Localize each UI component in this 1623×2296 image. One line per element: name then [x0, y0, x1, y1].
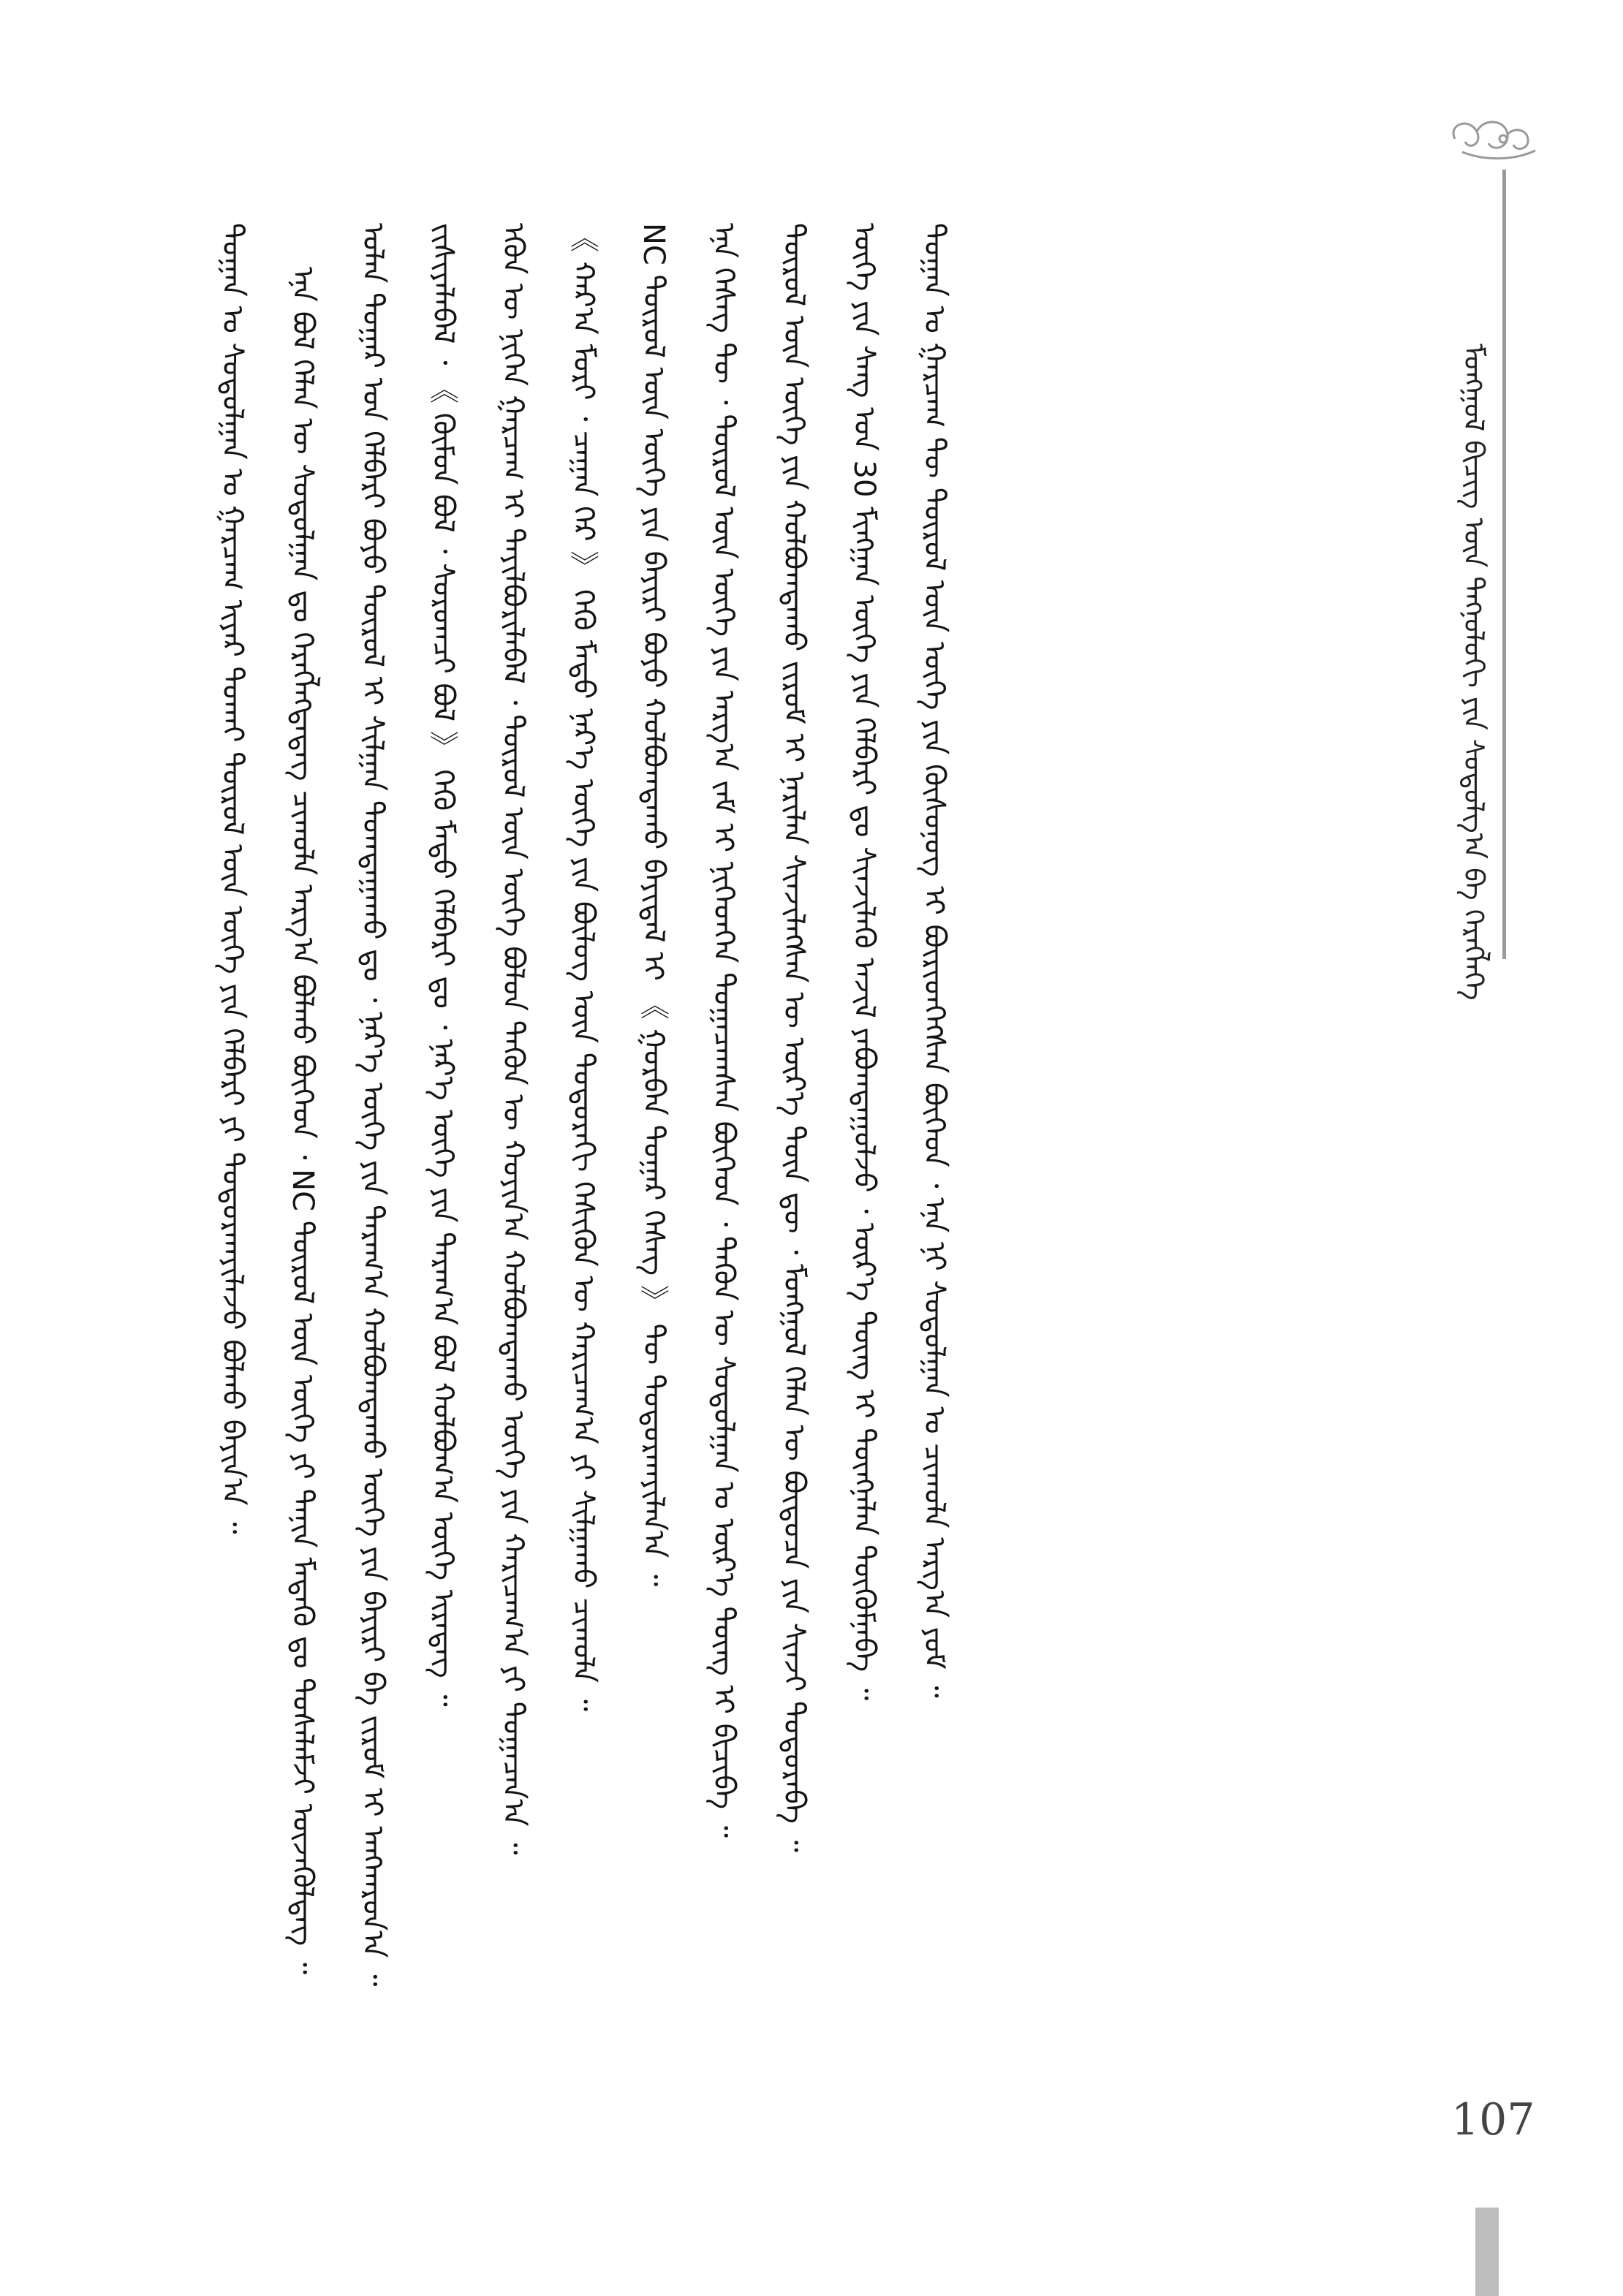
thumb-tab — [1475, 2208, 1499, 2296]
paragraph: ᠵᠢᠱᠢᠶᠡᠯᠡᠪᠡᠯ ᠂ 《 ᠬᠦᠮᠦᠨ ᠪᠣᠯ ᠂ ᠰᠤᠷᠤᠭᠴᠢ ᠪᠣᠯ 》 ᠭᠡᠬᠦ ᠮᠡᠲᠦ ᠬᠡᠯᠪᠡᠷᠢ ᠳᠤ ᠂ ᠨᠡᠷ᠎ᠡ ᠦᠭᠡ ᠶᠢᠨ ᠳᠠᠷᠠᠭ᠎ᠠ ᠪᠣᠯ ᠬᠣᠯᠪᠣᠭ᠎ᠠ ᠦᠭᠡ ᠢᠷᠡᠳᠡᠭ ᠃ — [426, 223, 460, 1707]
paragraph: NC ᠲᠦᠷᠦᠯ ᠦᠨ ᠦᠭᠡ ᠶᠢᠨ ᠪᠠᠶᠢᠷᠢ ᠪᠤᠶᠤ ᠬᠣᠯᠪᠣᠭᠳᠠᠬᠤ ᠪᠠᠶᠢᠳᠠᠯ ᠢ 《 ᠭᠤᠷᠪᠠᠨ ᠳᠤᠭᠠᠷ ᠬᠡᠰᠡᠭ 》 ᠲᠦ ᠲᠣᠳᠣᠷᠬᠠᠶᠢᠯᠠᠨ᠎ᠠ ᠃ — [637, 223, 670, 1587]
paragraph: ᠲᠣᠭᠠᠨ ᠤ ᠭᠠᠷᠴᠠᠭ ᠲᠦ ᠲᠦᠷᠦᠯ ᠦᠨ ᠦᠭᠡ ᠶᠢᠨ ᠬᠦᠰᠦᠨᠦᠭ ᠢ ᠪᠦᠷᠢᠳᠬᠡᠭᠰᠡᠨ ᠪᠥᠭᠡᠳ ᠂ ᠡᠨᠡ ᠨᠢ ᠰᠤᠳᠤᠯᠭᠠᠨ ᠤ ᠴᠢᠬᠤᠯᠠ ᠠᠷᠭ᠎ᠠ ᠶᠤᠮ ᠃ — [918, 223, 951, 1698]
running-header: ᠮᠣᠩᠭᠣᠯ ᠪᠢᠴᠢᠭ᠌ ᠦᠨ ᠲᠡᠬᠨᠣᠯᠣᠭᠢ ᠶᠢᠨ ᠰᠤᠳᠤᠯᠭ᠎ᠠ ᠪᠠ ᠬᠡᠷᠡᠭᠯᠡᠭᠡ — [1458, 344, 1490, 1001]
paragraph: ᠣᠯᠠᠨ ᠳᠤᠭᠠᠷ ᠤᠨ ᠬᠡᠯᠪᠡᠷᠢ ᠪᠤᠶᠤ ᠲᠦᠷᠦᠯ ᠢ ᠰᠢᠯᠭᠠᠨ ᠲᠣᠭᠲᠠᠭᠠᠬᠤ ᠳᠤ ᠂ ᠨᠡᠷ᠎ᠡ ᠦᠭᠡ ᠶᠢᠨ ᠳᠠᠷᠠᠭ᠎ᠠ ᠬᠣᠯᠪᠣᠭᠳᠠᠬᠤ ᠦᠭᠡ ᠶᠢᠨ ᠪᠠᠶᠢᠷᠢ ᠪᠠ ᠵᠢᠷᠤᠮ ᠢ ᠠᠩᠬᠠᠷᠤᠨ᠎ᠠ ᠃ — [356, 223, 390, 1987]
paragraph: ᠡᠭᠦᠨ ᠦ ᠨᠢᠭᠡᠨ ᠭᠠᠷᠴᠠᠭ ᠢ ᠲᠠᠶᠢᠯᠪᠤᠷᠢᠯᠠᠪᠠᠯ ᠂ ᠲᠦᠷᠦᠯ ᠦᠨ ᠦᠭᠡ ᠪᠣᠯᠤᠨ ᠲᠡᠭᠦᠨ ᠦ ᠬᠣᠶᠢᠨ᠎ᠠ ᠬᠣᠯᠪᠣᠭᠳᠠᠬᠤ ᠦᠭᠡ ᠶᠢᠨ ᠬᠠᠷᠢᠴᠠᠭ᠎ᠠ ᠶᠢ ᠲᠣᠭᠠᠴᠠᠨ᠎ᠠ ᠃ — [496, 223, 530, 1855]
paragraph: ᠡᠨᠡ ᠬᠡᠰᠡᠭ ᠲᠦ ᠂ ᠲᠦᠷᠦᠯ ᠦᠨ ᠦᠭᠡ ᠶᠢᠨ ᠠᠷᠭ᠎ᠠ ᠵᠠᠮ ᠢ ᠨᠢᠭᠡᠳᠬᠡᠨ ᠲᠣᠭᠠᠴᠠᠭᠰᠠᠨ ᠪᠥᠭᠡᠳ ᠂ ᠲᠡᠭᠦᠨ ᠦ ᠰᠤᠳᠤᠯᠭᠠᠨ ᠤ ᠦᠷ᠎ᠡ ᠳᠦᠩ ᠢ ᠪᠢᠴᠢᠪᠡ ᠃ — [707, 223, 741, 1838]
decorative-flourish-icon — [1440, 110, 1550, 168]
paragraph: ᠲᠣᠭᠠᠨ ᠤ ᠰᠤᠳᠤᠯᠭᠠᠨ ᠤ ᠭᠠᠷᠴᠠᠭ ᠢᠶᠡᠷ ᠲᠤᠬᠠᠢ ᠲᠦᠷᠦᠯ ᠦᠨ ᠦᠭᠡ ᠶᠢᠨ ᠬᠡᠯᠪᠡᠷᠢ ᠶᠢ ᠲᠣᠳᠣᠷᠬᠠᠶᠢᠯᠠᠵᠤ ᠪᠣᠯᠬᠤ ᠪᠠᠶᠢᠨ᠎ᠠ ᠃ — [216, 223, 249, 1534]
paragraph: ᠡᠨᠡ ᠪᠣᠯ ᠬᠡᠯᠡᠨ ᠦ ᠰᠤᠳᠤᠯᠭᠠᠨ ᠳᠤ ᠬᠡᠷᠡᠭᠯᠡᠭᠳᠡᠳᠡᠭ ᠴᠢᠬᠤᠯᠠ ᠠᠷᠭ᠎ᠠ ᠪᠣᠯᠬᠤ ᠪᠥᠭᠡᠳ ᠂ NC ᠲᠦᠷᠦᠯ ᠦᠨ ᠦᠭᠡ ᠶᠢ ᠲᠠᠨᠢᠨ ᠮᠡᠳᠡᠬᠦ ᠳᠤ ᠲᠤᠰᠠᠯᠠᠮᠵᠢ ᠦᠵᠡᠭᠦᠯᠳᠡᠭ ᠃ — [286, 267, 319, 1975]
body-text — [197, 223, 1184, 2123]
page-number: 107 — [1451, 2094, 1535, 2145]
paragraph: 《 ᠬᠠᠷ᠎ᠠ ᠮᠣᠷᠢ ᠂ ᠴᠠᠭᠠᠨ ᠭᠡᠷ 》 ᠭᠡᠬᠦ ᠮᠡᠲᠦ ᠨᠡᠷ᠎ᠡ ᠦᠭᠡ ᠶᠢᠨ ᠪᠦᠯᠦᠭ ᠦᠨ ᠳᠣᠲᠣᠷᠠᠬᠢ ᠭᠡᠰᠢᠭᠦᠨ ᠦ ᠬᠠᠷᠢᠴᠠᠭ᠎ᠠ ᠶᠢ ᠰᠢᠯᠭᠠᠬᠤ ᠴᠢᠬᠤᠯᠠ ᠃ — [567, 223, 600, 1712]
paragraph: ᠦᠭᠡ ᠶᠢᠨ ᠰᠠᠩ ᠤᠨ 30 ᠮᠢᠩᠭᠠᠨ ᠦᠭᠡ ᠶᠢᠨ ᠬᠡᠯᠪᠡᠷᠢ ᠳᠤ ᠰᠢᠨᠵᠢᠯᠡᠬᠦ ᠠᠵᠢᠯ ᠶᠠᠪᠤᠭᠳᠠᠭᠤᠯᠵᠤ ᠂ ᠦᠷ᠎ᠡ ᠳᠦᠩ ᠢ ᠳᠦᠩᠨᠡᠯᠡᠨ ᠳᠦᠭᠦᠮᠨᠡᠪᠡ ᠃ — [847, 223, 881, 1701]
paragraph: ᠲᠦᠷᠦᠯ ᠦᠨ ᠦᠭᠡ ᠶᠢᠨ ᠬᠣᠯᠪᠣᠭᠳᠠᠬᠤ ᠵᠢᠷᠤᠮ ᠢ ᠨᠠᠷᠢᠯᠠᠨ ᠰᠢᠨᠵᠢᠯᠡᠭᠰᠡᠨ ᠦ ᠦᠷ᠎ᠡ ᠳᠦᠨ ᠳᠦ ᠂ ᠮᠣᠩᠭᠣᠯ ᠬᠡᠯᠡᠨ ᠦ ᠪᠦᠲᠦᠴᠡ ᠶᠢᠨ ᠰᠢᠨᠵᠢ ᠲᠣᠳᠣᠷᠠᠪᠠ ᠃ — [777, 223, 811, 1852]
